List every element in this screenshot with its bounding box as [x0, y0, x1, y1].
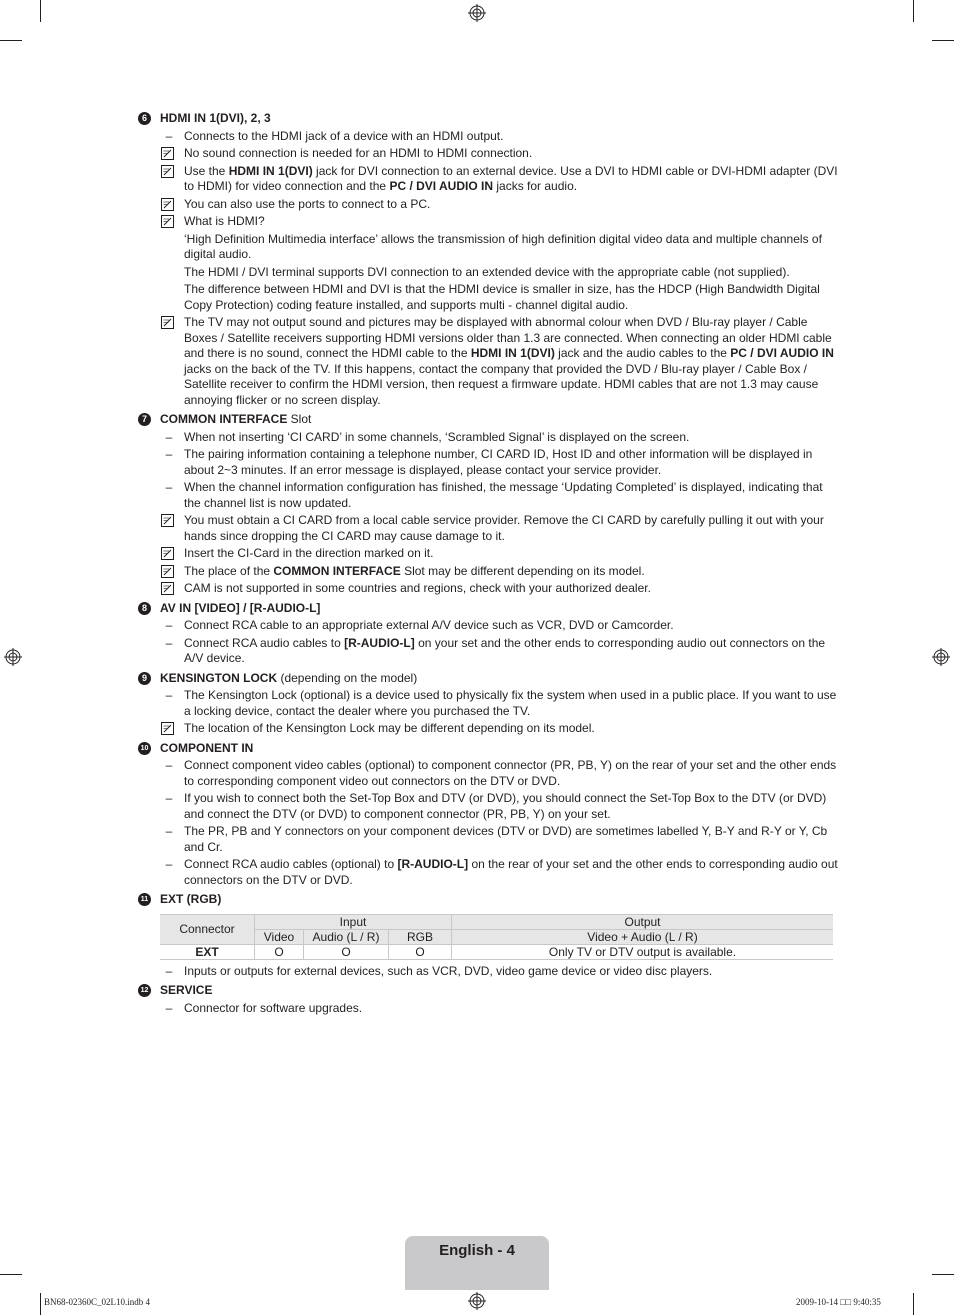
section-7: [138, 412, 842, 597]
note-icon: [161, 582, 175, 595]
section-title: [160, 671, 842, 687]
section-number: 6: [138, 112, 151, 125]
dash-item: [160, 857, 842, 888]
text-run: If you wish to connect both the Set-Top Box and DTV (or DVD), you should connect the Set-Top Box to the DTV (or DVD) and connect the DTV (or DVD) to component connector (PR, PB, Y) on your set.: [184, 791, 827, 821]
text-run: Connect RCA audio cables to: [184, 635, 345, 650]
bold-term: PC / DVI AUDIO IN: [730, 346, 834, 360]
note-paragraph: [160, 282, 842, 313]
section-title: [160, 601, 842, 617]
header-output: Output: [452, 914, 834, 929]
text-run: Use the: [184, 163, 229, 178]
ext-table: [160, 914, 833, 960]
item-text: [184, 146, 532, 160]
item-text: [184, 791, 826, 821]
section-number: 7: [138, 413, 151, 426]
crop-mark: [40, 0, 41, 22]
text-run: The TV may not output sound and pictures may be displayed with abnormal colour when DVD / Blu-ray player / Cable Boxes / Satellite receivers supporting HDMI versions older than 1.3 are connected. When connecting an older HDMI cable and there is no sound, connect the HDMI cable to the: [184, 315, 832, 360]
text-run: When the channel information configuration has finished, the message ‘Updating Completed’ is displayed, indicating that the channel list is now updated.: [184, 480, 823, 510]
note-paragraph: [160, 265, 842, 281]
text-run: When not inserting ‘CI CARD’ in some channels, ‘Scrambled Signal’ is displayed on the screen.: [184, 429, 690, 444]
text-run: jack for DVI connection to an external device. Use a DVI to HDMI cable or DVI-HDMI adapter (DVI to HDMI) for video connection and the: [184, 163, 838, 193]
page-number: English - 4: [439, 1242, 515, 1259]
dash-item: [160, 636, 842, 667]
text-run: on your set and the other ends to corresponding audio out connectors on the A/V device.: [184, 635, 826, 665]
text-run: Connect RCA cable to an appropriate external A/V device such as VCR, DVD or Camcorder.: [184, 618, 674, 632]
note-item: [160, 513, 842, 544]
text-run: What is HDMI?: [184, 214, 265, 228]
section-number: 10: [138, 742, 151, 755]
section-title-text: COMPONENT IN: [160, 740, 254, 755]
dash-mark: –: [165, 447, 173, 461]
dash-item: [160, 1001, 842, 1017]
item-text: [184, 315, 834, 407]
crop-mark: [913, 0, 914, 22]
crop-mark: [932, 40, 954, 41]
item-text: [184, 758, 836, 788]
item-text: [184, 721, 595, 735]
dash-item: [160, 447, 842, 478]
registration-mark-icon: [468, 4, 486, 22]
dash-item: [160, 129, 842, 145]
item-text: [184, 129, 503, 143]
text-run: Insert the CI-Card in the direction marked on it.: [184, 546, 434, 560]
text-run: Connect RCA audio cables (optional) to: [184, 857, 398, 871]
item-text: [184, 688, 836, 718]
text-run: You must obtain a CI CARD from a local cable service provider. Remove the CI CARD by carefully pulling it out with your hands since dropping the CI CARD may cause damage to it.: [184, 513, 824, 543]
item-text: [184, 513, 824, 543]
item-text: [184, 546, 433, 560]
dash-mark: –: [165, 758, 173, 772]
item-text: [184, 857, 838, 887]
item-text: [184, 265, 790, 279]
dash-mark: –: [165, 791, 173, 805]
dash-mark: –: [165, 824, 173, 838]
item-text: [184, 197, 430, 211]
dash-item: [160, 758, 842, 789]
text-run: Slot may be different depending on its model.: [400, 563, 645, 578]
section-number: 9: [138, 672, 151, 685]
note-item: [160, 581, 842, 597]
note-item: [160, 146, 842, 162]
note-item: [160, 197, 842, 213]
text-run: The pairing information containing a telephone number, CI CARD ID, Host ID and other information will be displayed in about 2~3 minutes. If an error message is displayed, please contact your service provider.: [184, 447, 813, 477]
text-run: The difference between HDMI and DVI is that the HDMI device is smaller in size, has the HDCP (High Bandwidth Digital Copy Protection) coding feature installed, and supports multi - channel digital audio.: [184, 282, 820, 312]
crop-mark: [0, 40, 22, 41]
section-9: [138, 671, 842, 737]
dash-item: [160, 791, 842, 822]
dash-mark: –: [165, 480, 173, 494]
note-icon: [161, 547, 175, 560]
registration-mark-icon: [468, 1292, 486, 1310]
note-icon: [161, 565, 175, 578]
text-run: The location of the Kensington Lock may be different depending on its model.: [184, 721, 595, 735]
note-item: [160, 214, 842, 230]
text-run: jacks on the back of the TV. If this happens, contact the company that provided the DVD / Blu-ray player / Cable Box / Satellite receiver to confirm the HDMI version, then request a firmware update. HDMI cables that are not 1.3 may cause annoying flicker or no screen display.: [184, 361, 819, 407]
item-text: [184, 164, 838, 194]
dash-item: [160, 618, 842, 634]
text-run: CAM is not supported in some countries and regions, check with your authorized dealer.: [184, 581, 651, 595]
note-icon: [161, 722, 175, 735]
dash-mark: –: [165, 857, 173, 871]
section-6: [138, 111, 842, 408]
text-run: jack and the audio cables to the: [554, 346, 731, 360]
text-run: No sound connection is needed for an HDMI to HDMI connection.: [184, 146, 533, 160]
registration-mark-icon: [4, 648, 22, 666]
bold-term: [R-AUDIO-L]: [397, 857, 469, 871]
bold-term: HDMI IN 1(DVI): [470, 346, 555, 360]
note-icon: [161, 165, 175, 178]
section-title-suffix: Slot: [287, 412, 312, 426]
item-text: Connector for software upgrades.: [184, 1000, 363, 1015]
text-run: Connect component video cables (optional) to component connector (PR, PB, Y) on the rear of your set and the other ends to corresponding component video out connectors on the DTV or DVD.: [184, 758, 837, 788]
item-text: [184, 618, 674, 632]
registration-mark-icon: [932, 648, 950, 666]
header-rgb: RGB: [389, 929, 452, 944]
bold-term: HDMI IN 1(DVI): [228, 163, 313, 178]
dash-item: [160, 688, 842, 719]
crop-mark: [0, 1274, 22, 1275]
cell-audio: O: [304, 944, 389, 959]
item-text: [184, 480, 823, 510]
cell-connector-name: EXT: [160, 944, 255, 959]
header-video: Video: [255, 929, 304, 944]
text-run: The PR, PB and Y connectors on your component devices (DTV or DVD) are sometimes labelled Y, B-Y and R-Y or Y, Cb and Cr.: [184, 824, 828, 854]
section-service: [138, 983, 842, 1016]
note-icon: [161, 316, 175, 329]
header-connector: Connector: [160, 914, 255, 944]
section-title: [160, 741, 842, 757]
text-run: ‘High Definition Multimedia interface’ allows the transmission of high definition digital video data and multiple channels of digital audio.: [184, 231, 822, 261]
dash-mark: –: [165, 635, 173, 650]
dash-mark: –: [165, 1000, 173, 1015]
date-slug: 2009-10-14 □□ 9:40:35: [796, 1297, 881, 1307]
dash-mark: –: [165, 429, 173, 444]
text-run: The place of the: [184, 563, 274, 578]
header-output-desc: Video + Audio (L / R): [452, 929, 834, 944]
text-run: jacks for audio.: [493, 179, 578, 193]
note-item: [160, 564, 842, 580]
section-list: [138, 111, 842, 888]
note-item: [160, 721, 842, 737]
cell-rgb: O: [389, 944, 452, 959]
cell-video: O: [255, 944, 304, 959]
crop-mark: [913, 1293, 914, 1315]
section-title: EXT (RGB): [160, 892, 222, 906]
section-title-text: KENSINGTON LOCK: [160, 670, 278, 685]
note-item: [160, 315, 842, 408]
section-ext: [138, 892, 842, 979]
manual-content: [138, 111, 842, 1016]
section-number: 8: [138, 602, 151, 615]
section-title-text: AV IN [VIDEO] / [R-AUDIO-L]: [160, 600, 321, 615]
section-title: [160, 412, 842, 428]
section-number: 12: [138, 984, 151, 997]
note-icon: [161, 198, 175, 211]
text-run: Connects to the HDMI jack of a device with an HDMI output.: [184, 128, 504, 143]
text-run: on the rear of your set and the other ends to corresponding audio out connectors on the DTV or DVD.: [184, 857, 838, 887]
crop-mark: [932, 1274, 954, 1275]
item-text: [184, 824, 827, 854]
item-text: [184, 636, 825, 666]
section-10: [138, 741, 842, 889]
text-run: You can also use the ports to connect to a PC.: [184, 196, 431, 211]
item-text: [184, 214, 265, 228]
dash-item: [160, 964, 842, 980]
section-title-text: HDMI IN 1(DVI), 2, 3: [160, 111, 271, 125]
section-number: 11: [138, 893, 151, 906]
item-text: [184, 430, 689, 444]
section-title-suffix: (depending on the model): [277, 670, 418, 685]
item-text: [184, 581, 651, 595]
bold-term: [R-AUDIO-L]: [344, 635, 415, 650]
header-input: Input: [255, 914, 452, 929]
item-text: [184, 282, 820, 312]
dash-mark: –: [165, 688, 173, 702]
dash-mark: –: [165, 963, 173, 978]
note-icon: [161, 514, 175, 527]
section-title: [160, 111, 842, 127]
crop-mark: [40, 1293, 41, 1315]
note-icon: [161, 147, 175, 160]
text-run: The HDMI / DVI terminal supports DVI connection to an extended device with the appropriate cable (not supplied).: [184, 264, 790, 279]
dash-mark: –: [165, 128, 173, 143]
dash-mark: –: [165, 618, 173, 632]
file-slug: BN68-02360C_02L10.indb 4: [44, 1297, 151, 1307]
note-item: [160, 164, 842, 195]
note-paragraph: [160, 232, 842, 263]
item-text: [184, 447, 812, 477]
dash-item: [160, 480, 842, 511]
section-8: [138, 601, 842, 667]
dash-item: [160, 824, 842, 855]
bold-term: COMMON INTERFACE: [273, 563, 401, 578]
note-item: [160, 546, 842, 562]
text-run: The Kensington Lock (optional) is a device used to physically fix the system when used in a public place. If you want to use a locking device, contact the dealer where you purchased the TV.: [184, 688, 837, 718]
section-title: SERVICE: [160, 983, 213, 997]
dash-item: [160, 430, 842, 446]
note-icon: [161, 215, 175, 228]
cell-output: Only TV or DTV output is available.: [452, 944, 834, 959]
item-text: [184, 232, 822, 262]
section-title-text: COMMON INTERFACE: [160, 412, 288, 426]
bold-term: PC / DVI AUDIO IN: [389, 179, 494, 193]
header-audio: Audio (L / R): [304, 929, 389, 944]
item-text: Inputs or outputs for external devices, such as VCR, DVD, video game device or video disc players.: [184, 963, 713, 978]
item-text: [184, 564, 645, 578]
